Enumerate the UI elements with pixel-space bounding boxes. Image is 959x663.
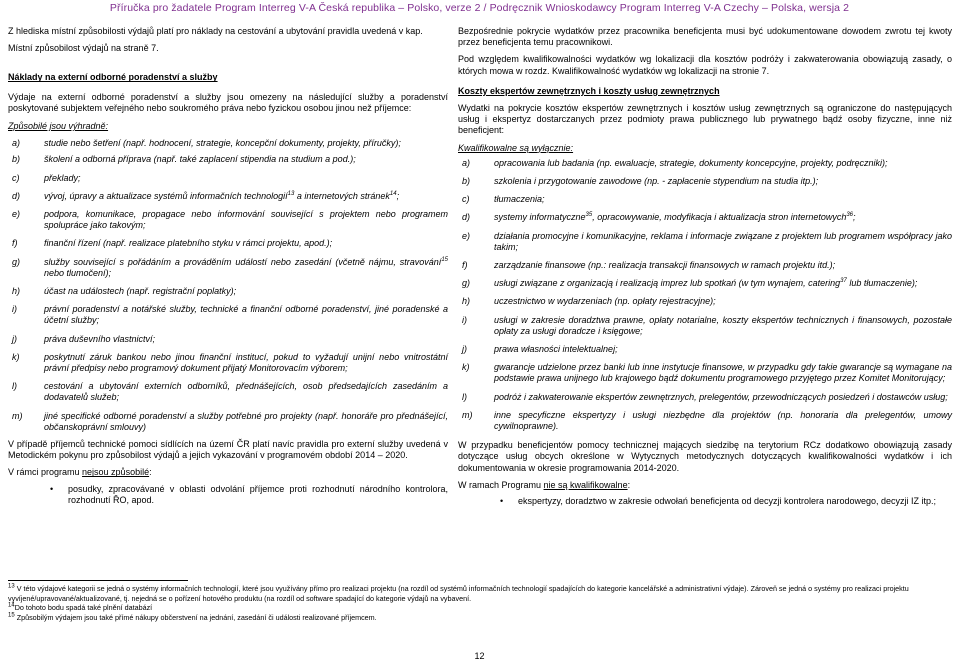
footnote-separator — [8, 580, 188, 581]
list-item-j: j) práva duševního vlastnictví; — [12, 333, 156, 344]
list-item-g: g) služby související s pořádáním a prováděním událostí nebo zasedání (včetně nájmu, stravování$^{15}$ nebo tlumočení); — [12, 256, 448, 278]
list-item-i: i) právní poradenství a notářské služby, technické a finanční odborné poradenství, jiné poradenské a účetní služby; — [12, 304, 448, 326]
section-heading: Náklady na externí odborné poradenství a služby — [8, 72, 218, 83]
list-item-m: m) inne specyficzne ekspertyzy i usługi niezbędne dla projektów (np. honoraria dla prelegentów, umowy cywilnoprawne). — [462, 409, 952, 432]
footnote-15: $^{15}$ Způsobilým výdajem jsou také přímé nákupy občerstvení na jednání, zasedání či události realizované příjemcem. — [8, 612, 377, 622]
location-eligibility-paragraph: Pod względem kwalifikowalności wydatków wg lokalizacji dla kosztów podróży i zakwaterowania obowiązują zasady, o których mowa w rozdz. Kwalifikowalność wydatków wg lokalizacji na stronie 7. — [458, 54, 952, 76]
left-column-czech — [8, 26, 448, 506]
footnote-ref-37: 37 — [840, 278, 847, 285]
list-item-m: m) jiné specifické odborné poradenství a služby potřebné pro projekty (např. honoráře pro přednášející, občanskoprávní smlouvy) — [12, 410, 448, 432]
list-item: • posudky, zpracovávané v oblasti odvolání příjemce proti rozhodnutí národního kontrolora, rozhodnutí ŘO, apod. — [8, 484, 448, 506]
right-column-polish — [458, 26, 952, 507]
local-eligibility-ref: Místní způsobilost výdajů na straně 7. — [8, 43, 159, 54]
list-item-c: c) překlady; — [12, 172, 81, 183]
list-item-d: d) systemy informatyczne$^{35}$, opracowywanie, modyfikacja i aktualizacja stron internetowych$^{36}$; — [462, 212, 856, 223]
list-item-e: e) podpora, komunikace, propagace nebo informování související s projektem nebo programem spolupráce jako takovým; — [12, 209, 448, 231]
eligible-label: Kwalifikowalne są wyłącznie: — [458, 142, 574, 153]
section-heading: Koszty ekspertów zewnętrznych i koszty usług zewnętrznych — [458, 85, 720, 96]
list-item-c: c) tłumaczenia; — [462, 194, 545, 205]
reimbursement-intro: Bezpośrednie pokrycie wydatków przez pracownika beneficjenta musi być udokumentowane dowodem zwrotu tej kwoty przez beneficjenta temu pracownikowi. — [458, 26, 952, 48]
list-item-a: a) studie nebo šetření (např. hodnocení, strategie, koncepční dokumenty, projekty, příručky); — [12, 138, 401, 149]
footnote-ref-13: 13 — [287, 190, 295, 197]
list-item: • ekspertyzy, doradztwo w zakresie odwołań beneficjenta od decyzji kontrolera narodowego, decyzji IZ itp.; — [458, 496, 952, 507]
footnote-ref-35: 35 — [585, 212, 593, 219]
list-item-l: l) cestování a ubytování externích odborníků, přednášejících, osob předsedajících zasedáním a dodavatelů služeb; — [12, 381, 448, 403]
eligible-list — [8, 138, 448, 433]
not-eligible-list — [8, 484, 448, 506]
list-item-b: b) szkolenia i przygotowanie zawodowe (np. - zapłacenie stypendium na studia itp.); — [462, 176, 819, 187]
footnote-ref-36: 36 — [846, 212, 854, 219]
list-item-f: f) finanční řízení (např. realizace platebního styku v rámci projektu, apod.); — [12, 238, 333, 249]
list-item-f: f) zarządzanie finansowe (np.: realizacja transakcji finansowych w ramach projektu itd.); — [462, 260, 836, 271]
list-item-e: e) działania promocyjne i komunikacyjne, reklama i informacje związane z projektem lub programem współpracy jako takim; — [462, 230, 952, 252]
intro-paragraph: Wydatki na pokrycie kosztów ekspertów zewnętrznych i kosztów usług zewnętrznych są ograniczone do następujących usług i ekspertyz dostarczanych przez podmioty prawa publicznego lub prywatnego bądź osoby fizyczne, inne niż beneficjent: — [458, 103, 952, 136]
list-item-h: h) účast na událostech (např. registrační poplatky); — [12, 286, 237, 297]
footnote-13: $^{13}$ V této výdajové kategorii se jedná o systémy informačních technologií, které jsou využívány přímo pro realizaci projektu (na rozdíl od systémů informačních technologií spadajících do kategorie kancelářské a administrativní výdaje). Zároveň se jedná o systémy pro realizaci projektu vyvíjené/upravované/aktualizované, tj. nejedná se o pořízení hotového produktu (na rozdíl od software spadající do kategorie výdajů na vybavení. — [8, 583, 909, 603]
footnote-14: $^{14}$Do tohoto bodu spadá také plnění databází — [8, 602, 153, 613]
intro-paragraph: Výdaje na externí odborné poradenství a služby jsou omezeny na následující služby a poradenství poskytované subjektem veřejného nebo soukromého práva nebo fyzickou osobou jinou než příjemce: — [8, 91, 448, 113]
list-item-k: k) gwarancje udzielone przez banki lub inne instytucje finansowe, w przypadku gdy takie gwarancje są wymagane na podstawie prawa unijnego lub krajowego bądź dokumentu programowego przyjętego przez Komitet Monitorujący; — [462, 362, 952, 384]
eligible-label: Způsobilé jsou výhradně: — [8, 121, 109, 132]
list-item-d: d) vývoj, úpravy a aktualizace systémů informačních technologií$^{13}$ a internetových stránek$^{14}$; — [12, 190, 400, 201]
eligible-list — [458, 158, 952, 432]
travel-rules-intro: Z hlediska místní způsobilosti výdajů platí pro náklady na cestování a ubytování pravidla uvedená v kap. — [8, 26, 423, 36]
footnotes — [8, 584, 956, 622]
list-item-j: j) prawa własności intelektualnej; — [462, 344, 618, 355]
list-item-b: b) školení a odborná příprava (např. také zaplacení stipendia na studium a pod.); — [12, 154, 356, 165]
list-item-l: l) podróż i zakwaterowanie ekspertów zewnętrznych, prelegentów, przewodniczących posiedzeń i dostawców usług; — [462, 391, 948, 402]
footnote-ref-14: 14 — [389, 190, 397, 197]
list-item-a: a) opracowania lub badania (np. ewaluacje, strategie, dokumenty koncepcyjne, projekty, podręczniki); — [462, 157, 888, 168]
footnote-ref-15: 15 — [441, 256, 448, 263]
page-number: 12 — [474, 651, 485, 661]
list-item-i: i) usługi w zakresie doradztwa prawne, opłaty notarialne, koszty ekspertów technicznych i finansowych, pozostałe opłaty za usługi doradcze i księgowe; — [462, 314, 952, 336]
list-item-h: h) uczestnictwo w wydarzeniach (np. opłaty rejestracyjne); — [462, 296, 716, 307]
list-item-g: g) usługi związane z organizacją i realizacją imprez lub spotkań (w tym wynajem, catering$^{37}$ lub tłumaczenie); — [462, 278, 918, 289]
not-eligible-list — [458, 496, 952, 507]
document-header: Příručka pro žadatele Program Interreg V-A Česká republika – Polsko, verze 2 / Podręcznik Wnioskodawcy Program Interreg V-A Czechy – Polska, wersja 2 — [109, 2, 850, 14]
list-item-k: k) poskytnutí záruk bankou nebo jinou finanční institucí, pokud to vyžadují unijní nebo vnitrostátní právní předpisy nebo programový dokument přijatý Monitorovacím výborem; — [12, 351, 448, 374]
technical-assistance-paragraph: V případě příjemců technické pomoci sídlících na území ČR platí navíc pravidla pro externí služby uvedená v Metodickém pokynu pro způsobilost výdajů a jejich vykazování v programovém období 2014 – 2020. — [8, 439, 448, 461]
technical-assistance-paragraph: W przypadku beneficjentów pomocy technicznej mających siedzibę na terytorium RCz dodatkowo obowiązują zasady dotyczące usług obcych określone w Wytycznych metodycznych dotyczących kwalifikowalności wydatków i ich dokumentowania w okresie programowania 2014-2020. — [458, 440, 952, 473]
not-eligible-label: V rámci programu nejsou způsobilé: — [8, 467, 152, 478]
not-eligible-label: W ramach Programu nie są kwalifikowalne: — [458, 479, 631, 490]
